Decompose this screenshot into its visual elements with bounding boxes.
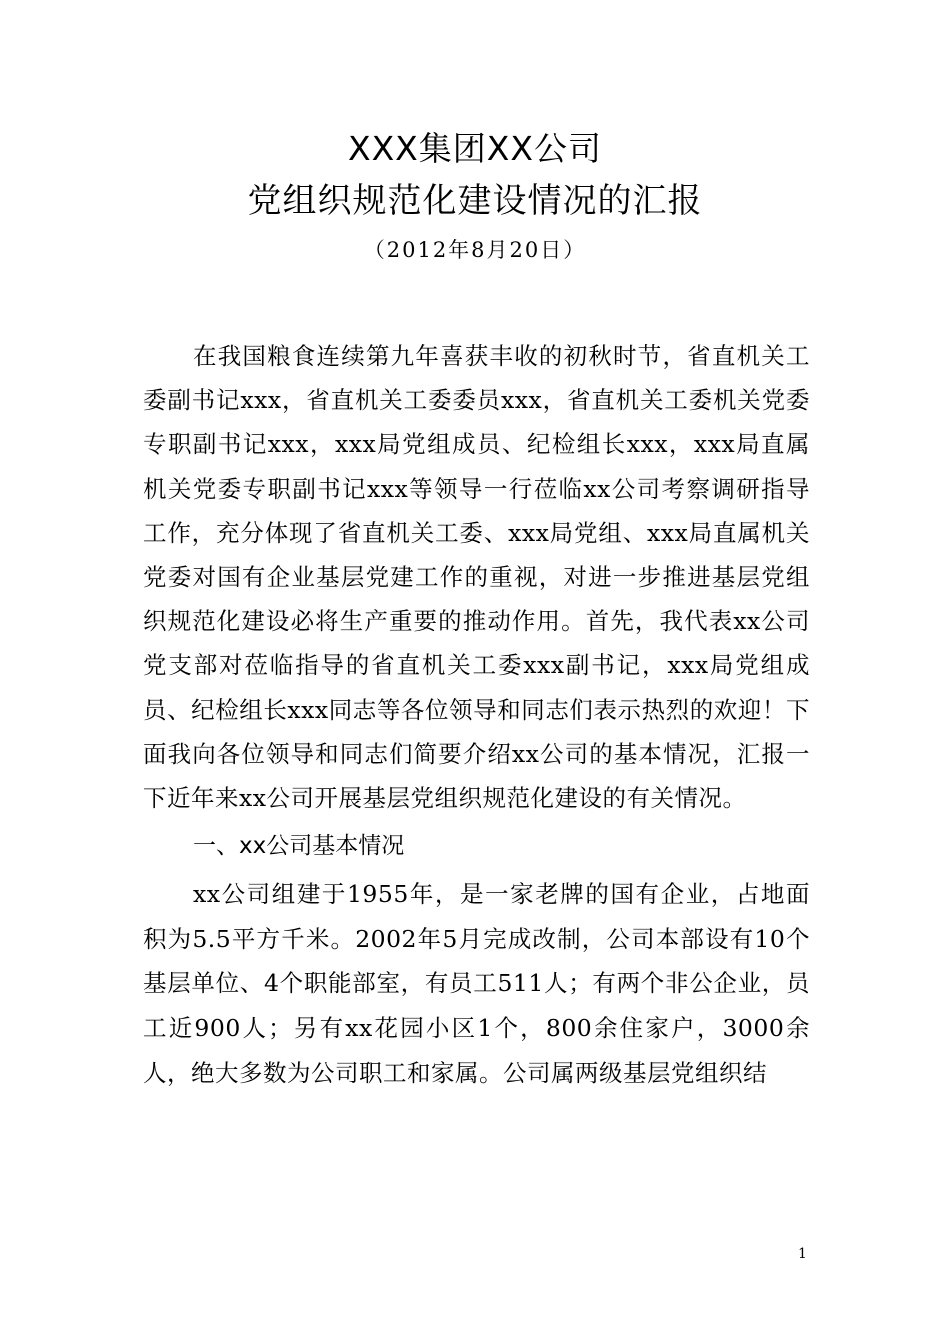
page-number: 1 xyxy=(798,1246,807,1262)
document-date: （2012年8月20日） xyxy=(363,238,587,262)
document-title-line1: XXX集团XX公司 xyxy=(347,129,603,168)
section-heading: 一、xx公司基本情况 xyxy=(193,833,405,860)
intro-paragraph: 在我国粮食连续第九年喜获丰收的初秋时节，省直机关工委副书记xxx，省直机关工委委员xxx，省直机关工委机关党委专职副书记xxx，xxx局党组成员、纪检组长xxx，xxx局直属机关党委专职副书记xxx等领导一行莅临xx公司考察调研指导工作，充分体现了省直机关工委、xxx局党组、xxx局直属机关党委对国有企业基层党建工作的重视，对进一步推进基层党组织规范化建设必将生产重要的推动作用。首先，我代表xx公司党支部对莅临指导的省直机关工委xxx副书记，xxx局党组成员、纪检组长xxx同志等各位领导和同志们表示热烈的欢迎！下面我向各位领导和同志们简要介绍xx公司的基本情况，汇报一下近年来xx公司开展基层党组织规范化建设的有关情况。 xyxy=(143,342,810,813)
document-title-line2: 党组织规范化建设情况的汇报 xyxy=(247,181,703,221)
document-body xyxy=(143,334,810,1095)
section-paragraph: xx公司组建于1955年，是一家老牌的国有企业，占地面积为5.5平方千米。2002年5月完成改制，公司本部设有10个基层单位、4个职能部室，有员工511人；有两个非公企业，员工近900人；另有xx花园小区1个，800余住家户，3000余人，绝大多数为公司职工和家属。公司属两级基层党组织结 xyxy=(143,880,810,1087)
